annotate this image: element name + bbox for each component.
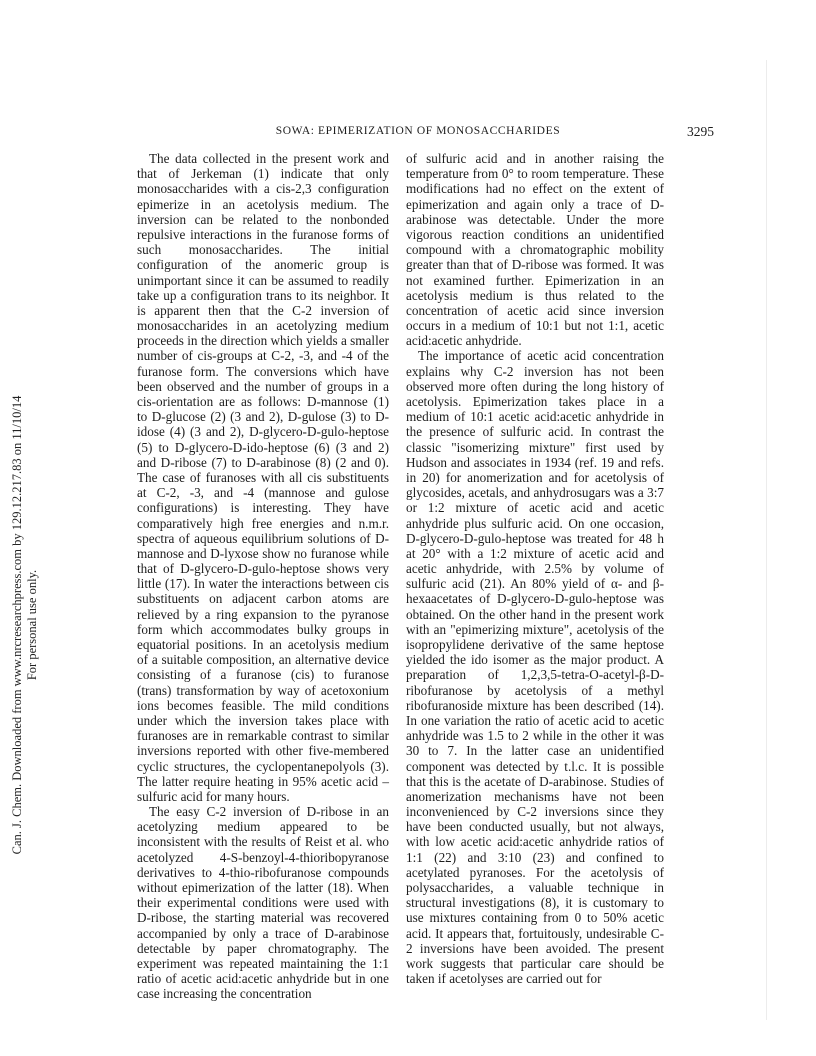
running-head: SOWA: EPIMERIZATION OF MONOSACCHARIDES	[275, 125, 561, 137]
right-column	[406, 151, 664, 986]
paragraph: The data collected in the present work and that of Jerkeman (1) indicate that only monosaccharides with a cis-2,3 configuration epimerize in an acetolysis medium. The inversion can be related to the nonbonded repulsive interactions in the furanose forms of such monosaccharides. The initial configuration of the anomeric group is unimportant since it can be assumed to readily take up a configuration trans to its neighbor. It is apparent then that the C-2 inversion of monosaccharides in an acetolyzing medium proceeds in the direction which yields a smaller number of cis-groups at C-2, -3, and -4 of the furanose form. The conversions which have been observed and the number of groups in a cis-orientation are as follows: D-mannose (1) to D-glucose (2) (3 and 2), D-gulose (3) to D-idose (4) (3 and 2), D-glycero-D-gulo-heptose (5) to D-glycero-D-ido-heptose (6) (3 and 2) and D-ribose (7) to D-arabinose (8) (2 and 0). The case of furanoses with all cis substituents at C-2, -3, and -4 (mannose and gulose configurations) is interesting. They have comparatively high free energies and n.m.r. spectra of aqueous equilibrium solutions of D-mannose and D-lyxose show no furanose while that of D-glycero-D-gulo-heptose shows very little (17). In water the interactions between cis substituents on adjacent carbon atoms are relieved by a ring expansion to the pyranose form which accommodates bulky groups in equatorial positions. In an acetolysis medium of a suitable composition, an alternative device consisting of a furanose (cis) to furanose (trans) transformation by way of acetoxonium ions becomes feasible. The mild conditions under which the inversion takes place with furanoses are in remarkable contrast to similar inversions reported with other five-membered cyclic structures, the cyclopentanepolyols (3). The latter require heating in 95% acetic acid – sulfuric acid for many hours.	[137, 151, 389, 804]
page-header	[238, 125, 714, 141]
page-number: 3295	[687, 124, 714, 139]
paragraph: The easy C-2 inversion of D-ribose in an acetolyzing medium appeared to be inconsistent with the results of Reist et al. who acetolyzed 4-S-benzoyl-4-thioribopyranose derivatives to 4-thio-ribofuranose compounds without epimerization of the latter (18). When their experimental conditions were used with D-ribose, the starting material was recovered accompanied by only a trace of D-arabinose detectable by paper chromatography. The experiment was repeated maintaining the 1:1 ratio of acetic acid:acetic anhydride but in one case increasing the concentration	[137, 804, 389, 1002]
page-edge-rule	[766, 60, 767, 1020]
paragraph: of sulfuric acid and in another raising the temperature from 0° to room temperature. These modifications had no effect on the extent of epimerization and again only a trace of D-arabinose was detectable. Under the more vigorous reaction conditions an unidentified compound with a chromatographic mobility greater than that of D-ribose was formed. It was not examined further. Epimerization in an acetolysis medium is thus related to the concentration of acetic acid since inversion occurs in a medium of 10:1 but not 1:1, acetic acid:acetic anhydride.	[406, 151, 664, 349]
personal-use-notice: For personal use only.	[25, 569, 39, 681]
left-column	[137, 151, 389, 1002]
paragraph: The importance of acetic acid concentration explains why C-2 inversion has not been observed more often during the long history of acetolysis. Epimerization takes place in a medium of 10:1 acetic acid:acetic anhydride in the presence of sulfuric acid. In contrast the classic "isomerizing mixture" first used by Hudson and associates in 1934 (ref. 19 and refs. in 20) for anomerization and for acetolysis of glycosides, acetals, and anhydrosugars was a 3:7 or 1:2 mixture of acetic acid and acetic anhydride plus sulfuric acid. On one occasion, D-glycero-D-gulo-heptose was treated for 48 h at 20° with a 1:2 mixture of acetic acid and acetic anhydride, with 2.5% by volume of sulfuric acid (21). An 80% yield of α- and β-hexaacetates of D-glycero-D-gulo-heptose was obtained. On the other hand in the present work with an "epimerizing mixture", acetolysis of the isopropylidene derivative of the same heptose yielded the ido isomer as the major product. A preparation of 1,2,3,5-tetra-O-acetyl-β-D-ribofuranose by acetolysis of a methyl ribofuranoside mixture has been described (14). In one variation the ratio of acetic acid to acetic anhydride was 1.5 to 2 while in the other it was 30 to 7. In the latter case an unidentified component was detected by t.l.c. It is possible that this is the acetate of D-arabinose. Studies of anomerization mechanisms have not been inconvenienced by C-2 inversions since they have been conducted usually, but not always, with low acetic acid:acetic anhydride ratios of 1:1 (22) and 3:10 (23) and confined to acetylated pyranoses. For the acetolysis of polysaccharides, a valuable technique in structural investigations (8), it is customary to use mixtures containing from 0 to 50% acetic acid. It appears that, fortuitously, undesirable C-2 inversions have been avoided. The present work suggests that particular care should be taken if acetolyses are carried out for	[406, 348, 664, 987]
download-notice: Can. J. Chem. Downloaded from www.nrcresearchpress.com by 129.12.217.83 on 11/10/14	[10, 395, 24, 855]
